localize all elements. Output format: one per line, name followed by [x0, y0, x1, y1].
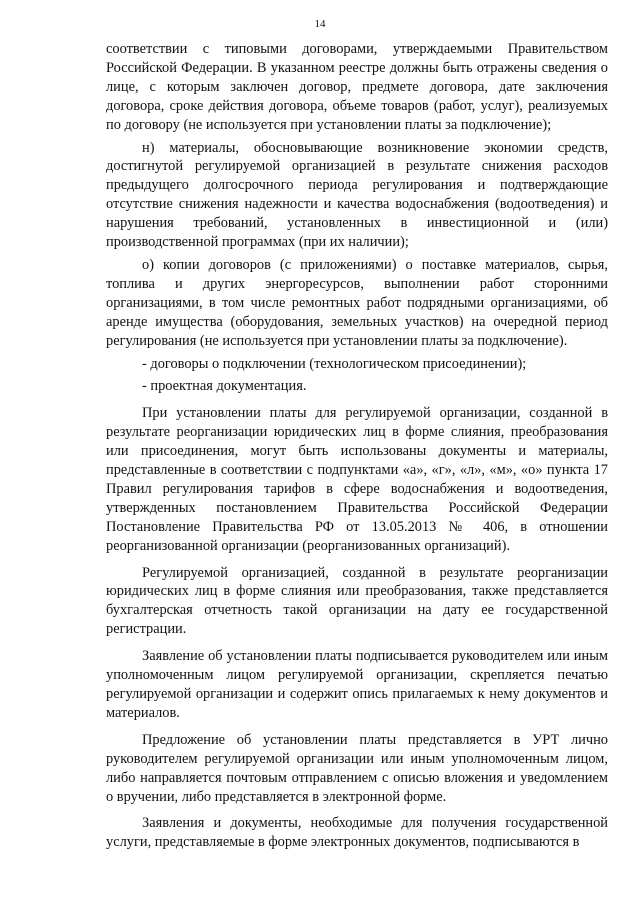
paragraph-submission-methods: Предложение об установлении платы представляется в УРТ лично руководителем регулируемой организации или иным уполномоченным лицом, либо направляется почтовым отправлением с описью вложения и уведомлением о вручении, либо представляется в электронной форме.: [106, 731, 608, 805]
paragraph-item-n: н) материалы, обосновывающие возникновение экономии средств, достигнутой регулируемой организацией в результате снижения расходов предыдущего долгосрочного периода регулирования и подтверждающие отсутствие снижения надежности и качества водоснабжения (водоотведения) и нарушения требований, установленных в инвестиционной и (или) производственной программах (при их наличии);: [106, 139, 608, 251]
list-item-connection-contracts: - договоры о подключении (технологическом присоединении);: [142, 355, 527, 372]
paragraph-reorganization-fee: При установлении платы для регулируемой организации, созданной в результате реорганизации юридических лиц в форме слияния, преобразования или присоединения, могут быть использованы документы и материалы, представленные в соответствии с подпунктами «а», «г», «л», «м», «о» пункта 17 Правил регулирования тарифов в сфере водоснабжения и водоотведения, утвержденных постановлением Правительства Российской Федерации Постановление Правительства РФ от 13.05.2013 № 406, в отношении реорганизованной организации (реорганизованных организаций).: [106, 405, 608, 554]
paragraph-registry-continuation: соответствии с типовыми договорами, утверждаемыми Правительством Российской Федерации. В указанном реестре должны быть отражены сведения о лице, с которым заключен договор, предмете договора, дате заключения договора, сроке действия договора, объеме товаров (работ, услуг), реализуемых по договору (не используется при установлении платы за подключение);: [106, 41, 608, 133]
list-item-project-documentation: - проектная документация.: [142, 378, 307, 395]
document-body: [106, 40, 608, 856]
paragraph-accounting-reports: Регулируемой организацией, созданной в результате реорганизации юридических лиц в форме слияния или преобразования, также представляется бухгалтерская отчетность такой организации на дату ее государственной регистрации.: [106, 564, 608, 638]
page-number: 14: [314, 18, 326, 30]
paragraph-item-o: о) копии договоров (с приложениями) о поставке материалов, сырья, топлива и других энергоресурсов, выполнении работ сторонними организациями, в том числе ремонтных работ подрядными организациями, об аренде имущества (оборудования, земельных участков) на очередной период регулирования (не используется при установлении платы за подключение).: [106, 256, 608, 349]
paragraph-application-signature: Заявление об установлении платы подписывается руководителем или иным уполномоченным лицом регулируемой организации, скрепляется печатью регулируемой организации и содержит опись прилагаемых к нему документов и материалов.: [106, 648, 608, 721]
paragraph-electronic-documents: Заявления и документы, необходимые для получения государственной услуги, представляемые в форме электронных документов, подписываются в: [106, 815, 608, 851]
